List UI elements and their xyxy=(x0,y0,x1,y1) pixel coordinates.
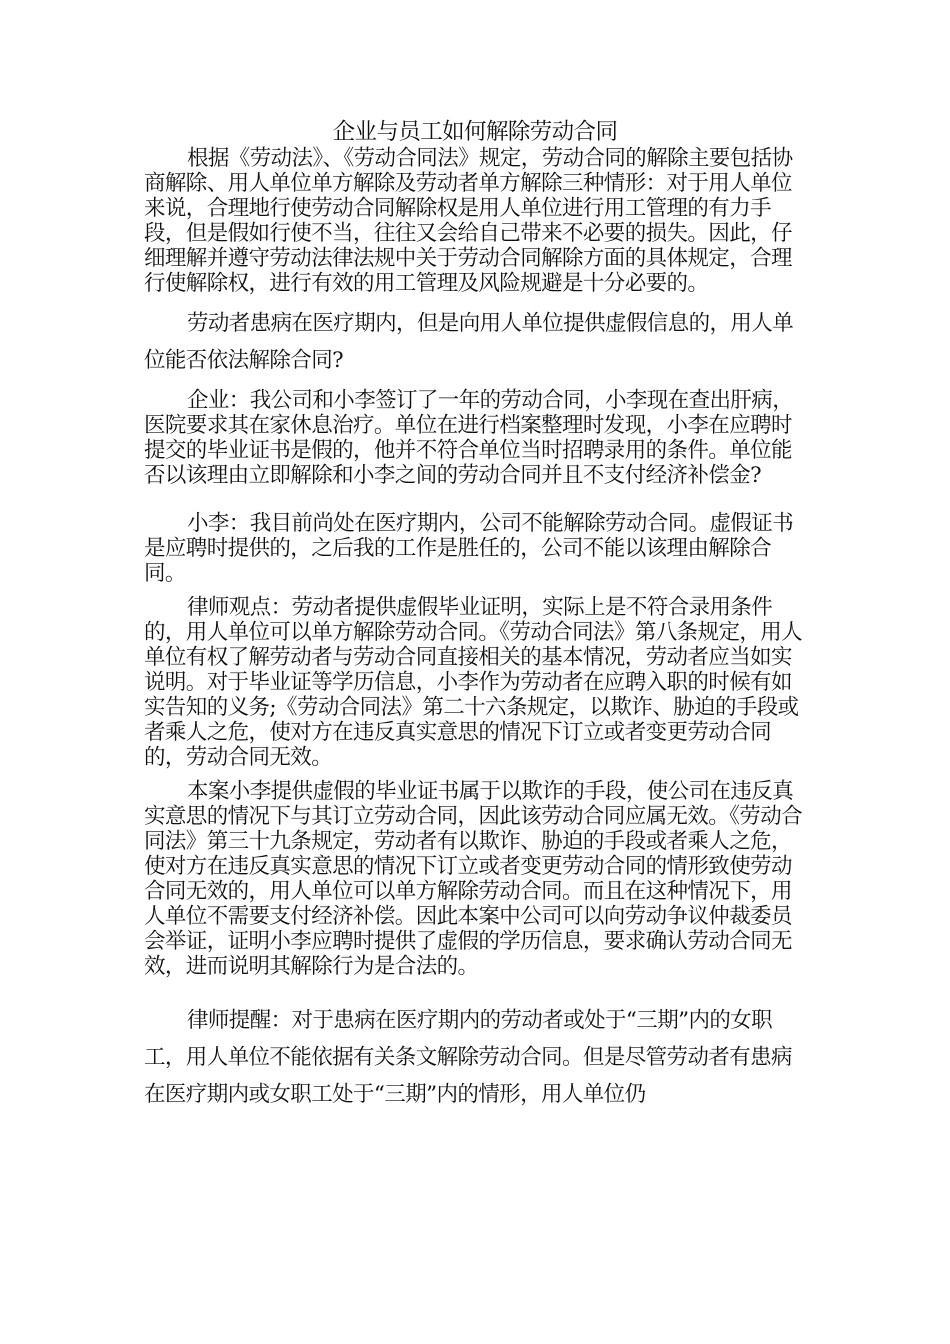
lawyer-reminder-paragraph: 律师提醒：对于患病在医疗期内的劳动者或处于“三期”内的女职工，用人单位不能依据有关条文解除劳动合同。但是尽管劳动者有患病在医疗期内或女职工处于“三期”内的情形，用人单位仍 xyxy=(144,1008,792,1107)
case-analysis-paragraph: 本案小李提供虚假的毕业证书属于以欺诈的手段，使公司在违反真实意思的情况下与其订立劳动合同，因此该劳动合同应属无效。《劳动合同法》第三十九条规定，劳动者有以欺诈、胁迫的手段或者乘人之危，使对方在违反真实意思的情况下订立或者变更劳动合同的情形致使劳动合同无效的，用人单位可以单方解除劳动合同。而且在这种情况下，用人单位不需要支付经济补偿。因此本案中公司可以向劳动争议仲裁委员会举证，证明小李应聘时提供了虚假的学历信息，要求确认劳动合同无效，进而说明其解除行为是合法的。 xyxy=(144,779,803,979)
question-paragraph: 劳动者患病在医疗期内，但是向用人单位提供虚假信息的，用人单位能否依法解除合同? xyxy=(144,311,794,373)
intro-paragraph: 根据《劳动法》、《劳动合同法》规定，劳动合同的解除主要包括协商解除、用人单位单方解除及劳动者单方解除三种情形：对于用人单位来说，合理地行使劳动合同解除权是用人单位进行用工管理的有力手段，但是假如行使不当，往往又会给自己带来不必要的损失。因此，仔细理解并遵守劳动法律法规中关于劳动合同解除方面的具体规定，合理行使解除权，进行有效的用工管理及风险规避是十分必要的。 xyxy=(144,146,793,296)
company-statement-paragraph: 企业：我公司和小李签订了一年的劳动合同，小李现在查出肝病，医院要求其在家休息治疗。单位在进行档案整理时发现，小李在应聘时提交的毕业证书是假的，他并不符合单位当时招聘录用的条件。单位能否以该理由立即解除和小李之间的劳动合同并且不支付经济补偿金? xyxy=(144,388,794,488)
employee-statement-paragraph: 小李：我目前尚处在医疗期内，公司不能解除劳动合同。虚假证书是应聘时提供的，之后我的工作是胜任的，公司不能以该理由解除合同。 xyxy=(144,511,794,586)
lawyer-opinion-paragraph: 律师观点：劳动者提供虚假毕业证明，实际上是不符合录用条件的，用人单位可以单方解除劳动合同。《劳动合同法》第八条规定，用人单位有权了解劳动者与劳动合同直接相关的基本情况，劳动者应当如实说明。对于毕业证等学历信息，小李作为劳动者在应聘入职的时候有如实告知的义务;《劳动合同法》第二十六条规定，以欺诈、胁迫的手段或者乘人之危，使对方在违反真实意思的情况下订立或者变更劳动合同的，劳动合同无效。 xyxy=(144,595,803,770)
document-title: 企业与员工如何解除劳动合同 xyxy=(332,119,618,145)
document-body xyxy=(144,118,806,1113)
